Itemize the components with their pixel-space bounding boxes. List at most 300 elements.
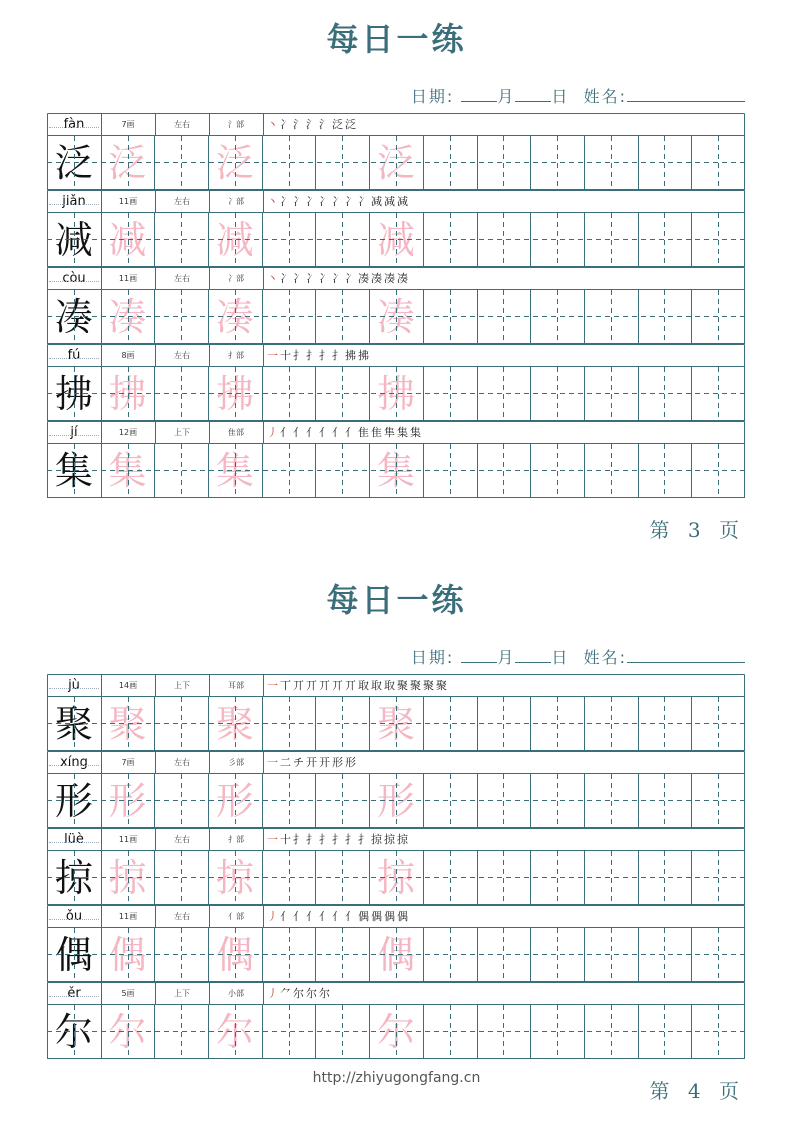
- stroke-order: [263, 982, 745, 1004]
- trace-character[interactable]: 尔: [108, 1009, 147, 1054]
- trace-character[interactable]: 减: [376, 217, 415, 262]
- practice-cell[interactable]: [691, 135, 745, 190]
- stroke-step: 冫: [345, 272, 358, 285]
- date-label: 日期:: [410, 87, 455, 106]
- practice-cell[interactable]: [638, 773, 692, 828]
- practice-cell[interactable]: [477, 289, 531, 344]
- practice-cell[interactable]: [315, 696, 369, 751]
- practice-cell[interactable]: [691, 443, 745, 498]
- practice-cell[interactable]: [477, 443, 531, 498]
- practice-cell[interactable]: [638, 696, 692, 751]
- practice-cell[interactable]: [691, 850, 745, 905]
- trace-character[interactable]: 形: [376, 778, 415, 823]
- stroke-step: 扌: [332, 833, 345, 846]
- practice-cell[interactable]: [154, 366, 208, 421]
- model-character: 聚: [54, 701, 93, 746]
- trace-character[interactable]: 掠: [376, 855, 415, 900]
- character-info: [47, 751, 745, 773]
- trace-character[interactable]: 凑: [108, 294, 147, 339]
- model-character: 尔: [54, 1009, 93, 1054]
- practice-cell[interactable]: [530, 135, 584, 190]
- practice-cell[interactable]: [584, 696, 638, 751]
- stroke-step: 减: [397, 195, 410, 208]
- name-blank[interactable]: [627, 87, 745, 102]
- practice-cell[interactable]: [638, 927, 692, 982]
- stroke-step: 丿: [267, 910, 280, 923]
- writing-grid: [47, 1004, 745, 1059]
- stroke-count: 11画: [118, 196, 138, 206]
- date-name-line: [411, 84, 745, 107]
- structure: 上下: [174, 988, 190, 998]
- practice-cell[interactable]: [584, 850, 638, 905]
- practice-cell[interactable]: [154, 289, 208, 344]
- practice-cell[interactable]: [691, 927, 745, 982]
- character-info: [47, 190, 745, 212]
- radical: 氵部: [228, 119, 244, 129]
- stroke-step: 聚: [436, 679, 449, 692]
- practice-cell[interactable]: [530, 289, 584, 344]
- stroke-step: 集: [397, 426, 410, 439]
- radical: 冫部: [228, 273, 244, 283]
- stroke-step: 氵: [319, 118, 332, 131]
- stroke-step: 亻: [280, 426, 293, 439]
- stroke-step: 掠: [371, 833, 384, 846]
- stroke-step: 凑: [384, 272, 397, 285]
- trace-character[interactable]: 泛: [376, 140, 415, 185]
- stroke-step: 偶: [371, 910, 384, 923]
- stroke-count: 8画: [121, 350, 135, 360]
- radical: 隹部: [228, 427, 244, 437]
- stroke-count: 11画: [118, 834, 138, 844]
- trace-character[interactable]: 集: [108, 448, 147, 493]
- practice-cell[interactable]: [423, 212, 477, 267]
- trace-character[interactable]: 减: [215, 217, 254, 262]
- stroke-step: 开: [306, 756, 319, 769]
- practice-cell[interactable]: [423, 135, 477, 190]
- stroke-step: 尔: [306, 987, 319, 1000]
- pinyin: ěr: [47, 982, 101, 1004]
- stroke-step: 泛: [332, 118, 345, 131]
- trace-character[interactable]: 凑: [376, 294, 415, 339]
- radical: 扌部: [228, 834, 244, 844]
- pinyin: xíng: [47, 751, 101, 773]
- stroke-step: 丶: [267, 118, 280, 131]
- practice-cell[interactable]: [691, 1004, 745, 1059]
- page-number: 第 4 页: [649, 1079, 745, 1103]
- stroke-step: 亻: [345, 910, 358, 923]
- stroke-order: [263, 905, 745, 927]
- practice-cell[interactable]: [584, 1004, 638, 1059]
- practice-cell[interactable]: [315, 1004, 369, 1059]
- stroke-step: 取: [371, 679, 384, 692]
- stroke-step: 扌: [293, 349, 306, 362]
- pinyin: còu: [47, 267, 101, 289]
- stroke-count: 7画: [121, 119, 135, 129]
- structure: 左右: [174, 757, 190, 767]
- writing-grid: [47, 289, 745, 344]
- stroke-order: [263, 751, 745, 773]
- day-blank[interactable]: [515, 648, 551, 663]
- pinyin: fú: [47, 344, 101, 366]
- writing-grid: [47, 443, 745, 498]
- stroke-step: 扌: [345, 833, 358, 846]
- stroke-step: 形: [332, 756, 345, 769]
- stroke-step: 氵: [306, 118, 319, 131]
- stroke-step: 亻: [345, 426, 358, 439]
- stroke-step: 冫: [280, 195, 293, 208]
- trace-character[interactable]: 尔: [376, 1009, 415, 1054]
- date-name-line: [411, 645, 745, 668]
- stroke-step: 隼: [384, 426, 397, 439]
- stroke-step: 亻: [319, 426, 332, 439]
- trace-character[interactable]: 掠: [108, 855, 147, 900]
- practice-cell[interactable]: [262, 289, 316, 344]
- trace-character[interactable]: 拂: [215, 371, 254, 416]
- stroke-step: 一: [267, 679, 280, 692]
- practice-sheet: [47, 674, 745, 1059]
- practice-cell[interactable]: [315, 289, 369, 344]
- month-label: 月: [497, 87, 516, 106]
- practice-cell[interactable]: [530, 1004, 584, 1059]
- practice-cell[interactable]: [262, 927, 316, 982]
- practice-cell[interactable]: [423, 443, 477, 498]
- character-info: [47, 828, 745, 850]
- practice-cell[interactable]: [315, 850, 369, 905]
- practice-cell[interactable]: [262, 212, 316, 267]
- model-character: 泛: [54, 140, 93, 185]
- practice-cell[interactable]: [530, 212, 584, 267]
- stroke-step: 凑: [358, 272, 371, 285]
- character-row: [47, 190, 745, 267]
- page-title: 每日一练: [326, 581, 467, 619]
- stroke-step: 丌: [332, 679, 345, 692]
- stroke-step: 偶: [397, 910, 410, 923]
- stroke-order: [263, 113, 745, 135]
- stroke-step: 凑: [397, 272, 410, 285]
- stroke-step: 丶: [267, 195, 280, 208]
- stroke-step: 冫: [332, 195, 345, 208]
- practice-cell[interactable]: [154, 773, 208, 828]
- character-info: [47, 113, 745, 135]
- practice-cell[interactable]: [262, 366, 316, 421]
- trace-character[interactable]: 泛: [215, 140, 254, 185]
- stroke-step: 一: [267, 756, 280, 769]
- trace-character[interactable]: 聚: [376, 701, 415, 746]
- practice-cell[interactable]: [530, 773, 584, 828]
- character-info: [47, 421, 745, 443]
- character-info: [47, 905, 745, 927]
- stroke-step: 亻: [293, 910, 306, 923]
- structure: 左右: [174, 350, 190, 360]
- stroke-step: 取: [358, 679, 371, 692]
- trace-character[interactable]: 偶: [376, 932, 415, 977]
- stroke-step: 开: [319, 756, 332, 769]
- stroke-step: 冫: [293, 272, 306, 285]
- practice-cell[interactable]: [638, 850, 692, 905]
- radical: 扌部: [228, 350, 244, 360]
- practice-cell[interactable]: [530, 366, 584, 421]
- month-blank[interactable]: [461, 648, 497, 663]
- practice-cell[interactable]: [584, 443, 638, 498]
- practice-cell[interactable]: [584, 289, 638, 344]
- practice-cell[interactable]: [584, 212, 638, 267]
- day-blank[interactable]: [515, 87, 551, 102]
- practice-cell[interactable]: [262, 773, 316, 828]
- trace-character[interactable]: 减: [108, 217, 147, 262]
- practice-cell[interactable]: [477, 850, 531, 905]
- practice-cell[interactable]: [315, 366, 369, 421]
- stroke-step: 氵: [293, 118, 306, 131]
- practice-cell[interactable]: [154, 696, 208, 751]
- pinyin: fàn: [47, 113, 101, 135]
- structure: 左右: [174, 273, 190, 283]
- practice-cell[interactable]: [423, 927, 477, 982]
- practice-cell[interactable]: [154, 443, 208, 498]
- stroke-step: 扌: [306, 349, 319, 362]
- character-row: [47, 344, 745, 421]
- writing-grid: [47, 850, 745, 905]
- stroke-step: 聚: [397, 679, 410, 692]
- stroke-step: 冫: [345, 195, 358, 208]
- practice-cell[interactable]: [154, 850, 208, 905]
- pinyin: jí: [47, 421, 101, 443]
- stroke-step: 掠: [384, 833, 397, 846]
- practice-cell[interactable]: [638, 135, 692, 190]
- stroke-step: 十: [280, 349, 293, 362]
- stroke-step: 扌: [293, 833, 306, 846]
- practice-cell[interactable]: [315, 443, 369, 498]
- model-character: 掠: [54, 855, 93, 900]
- trace-character[interactable]: 聚: [108, 701, 147, 746]
- footer-url[interactable]: http://zhiyugongfang.cn: [312, 1070, 481, 1086]
- stroke-step: 尔: [319, 987, 332, 1000]
- stroke-step: 拂: [345, 349, 358, 362]
- stroke-step: 冫: [332, 272, 345, 285]
- practice-cell[interactable]: [584, 773, 638, 828]
- stroke-step: 丿: [267, 987, 280, 1000]
- structure: 左右: [174, 119, 190, 129]
- character-info: [47, 267, 745, 289]
- structure: 左右: [174, 196, 190, 206]
- writing-grid: [47, 696, 745, 751]
- character-row: [47, 113, 745, 190]
- radical: 小部: [228, 988, 244, 998]
- practice-cell[interactable]: [530, 696, 584, 751]
- practice-cell[interactable]: [423, 696, 477, 751]
- practice-cell[interactable]: [262, 443, 316, 498]
- practice-cell[interactable]: [584, 927, 638, 982]
- structure: 左右: [174, 834, 190, 844]
- stroke-count: 5画: [121, 988, 135, 998]
- month-blank[interactable]: [461, 87, 497, 102]
- practice-sheet: [47, 113, 745, 498]
- practice-cell[interactable]: [584, 135, 638, 190]
- stroke-order: [263, 421, 745, 443]
- practice-cell[interactable]: [530, 927, 584, 982]
- stroke-order: [263, 674, 745, 696]
- practice-cell[interactable]: [315, 927, 369, 982]
- practice-cell[interactable]: [154, 927, 208, 982]
- stroke-order: [263, 267, 745, 289]
- practice-cell[interactable]: [423, 366, 477, 421]
- practice-cell[interactable]: [262, 696, 316, 751]
- practice-cell[interactable]: [477, 696, 531, 751]
- model-character: 集: [54, 448, 93, 493]
- writing-grid: [47, 212, 745, 267]
- practice-cell[interactable]: [262, 850, 316, 905]
- stroke-step: 隹: [358, 426, 371, 439]
- practice-cell[interactable]: [262, 1004, 316, 1059]
- practice-cell[interactable]: [154, 1004, 208, 1059]
- day-label: 日: [551, 648, 570, 667]
- practice-cell[interactable]: [154, 212, 208, 267]
- trace-character[interactable]: 凑: [215, 294, 254, 339]
- structure: 上下: [174, 680, 190, 690]
- practice-cell[interactable]: [423, 773, 477, 828]
- stroke-step: 形: [345, 756, 358, 769]
- trace-character[interactable]: 偶: [215, 932, 254, 977]
- day-label: 日: [551, 87, 570, 106]
- character-info: [47, 344, 745, 366]
- practice-cell[interactable]: [477, 366, 531, 421]
- stroke-step: 隹: [371, 426, 384, 439]
- stroke-step: 聚: [410, 679, 423, 692]
- practice-cell[interactable]: [584, 366, 638, 421]
- character-row: [47, 905, 745, 982]
- practice-cell[interactable]: [638, 1004, 692, 1059]
- stroke-step: 冫: [358, 195, 371, 208]
- stroke-step: 凑: [371, 272, 384, 285]
- practice-cell[interactable]: [154, 135, 208, 190]
- character-info: [47, 674, 745, 696]
- practice-cell[interactable]: [638, 366, 692, 421]
- stroke-step: 丌: [306, 679, 319, 692]
- stroke-step: 取: [384, 679, 397, 692]
- stroke-step: 冫: [293, 195, 306, 208]
- stroke-step: 亻: [332, 426, 345, 439]
- stroke-step: 丅: [280, 679, 293, 692]
- character-info: [47, 982, 745, 1004]
- stroke-order: [263, 344, 745, 366]
- practice-cell[interactable]: [638, 289, 692, 344]
- practice-cell[interactable]: [262, 135, 316, 190]
- trace-character[interactable]: 偶: [108, 932, 147, 977]
- practice-cell[interactable]: [530, 443, 584, 498]
- date-label: 日期:: [410, 648, 455, 667]
- stroke-step: 扌: [319, 349, 332, 362]
- page-number: 第 3 页: [649, 518, 745, 542]
- stroke-count: 7画: [121, 757, 135, 767]
- stroke-step: 冫: [319, 195, 332, 208]
- stroke-step: 冫: [280, 118, 293, 131]
- pinyin: jiǎn: [47, 190, 101, 212]
- stroke-step: 丌: [293, 679, 306, 692]
- practice-cell[interactable]: [315, 135, 369, 190]
- name-blank[interactable]: [627, 648, 745, 663]
- practice-cell[interactable]: [423, 1004, 477, 1059]
- model-character: 凑: [54, 294, 93, 339]
- trace-character[interactable]: 掠: [215, 855, 254, 900]
- practice-cell[interactable]: [691, 773, 745, 828]
- practice-cell[interactable]: [423, 289, 477, 344]
- structure: 上下: [174, 427, 190, 437]
- practice-cell[interactable]: [477, 1004, 531, 1059]
- character-row: [47, 828, 745, 905]
- stroke-step: 偶: [358, 910, 371, 923]
- stroke-count: 12画: [118, 427, 138, 437]
- pinyin: jù: [47, 674, 101, 696]
- month-label: 月: [497, 648, 516, 667]
- practice-cell[interactable]: [477, 135, 531, 190]
- stroke-step: 泛: [345, 118, 358, 131]
- practice-cell[interactable]: [638, 443, 692, 498]
- stroke-step: 丌: [319, 679, 332, 692]
- writing-grid: [47, 366, 745, 421]
- practice-cell[interactable]: [530, 850, 584, 905]
- stroke-step: 减: [371, 195, 384, 208]
- trace-character[interactable]: 聚: [215, 701, 254, 746]
- stroke-step: 聚: [423, 679, 436, 692]
- stroke-step: 集: [410, 426, 423, 439]
- stroke-step: 丿: [267, 426, 280, 439]
- stroke-step: 二: [280, 756, 293, 769]
- practice-cell[interactable]: [423, 850, 477, 905]
- stroke-step: ⺈: [280, 987, 293, 1000]
- practice-cell[interactable]: [638, 212, 692, 267]
- character-row: [47, 674, 745, 751]
- trace-character[interactable]: 拂: [376, 371, 415, 416]
- practice-cell[interactable]: [691, 212, 745, 267]
- stroke-step: 丌: [345, 679, 358, 692]
- pinyin: ǒu: [47, 905, 101, 927]
- practice-cell[interactable]: [477, 773, 531, 828]
- stroke-step: 一: [267, 833, 280, 846]
- stroke-count: 11画: [118, 273, 138, 283]
- stroke-step: 冫: [306, 195, 319, 208]
- trace-character[interactable]: 拂: [108, 371, 147, 416]
- page-title: 每日一练: [326, 20, 467, 58]
- trace-character[interactable]: 尔: [215, 1009, 254, 1054]
- stroke-step: 扌: [306, 833, 319, 846]
- stroke-step: 冫: [306, 272, 319, 285]
- practice-cell[interactable]: [477, 212, 531, 267]
- character-row: [47, 751, 745, 828]
- stroke-step: 亻: [306, 910, 319, 923]
- stroke-step: 亻: [306, 426, 319, 439]
- model-character: 形: [54, 778, 93, 823]
- practice-cell[interactable]: [691, 289, 745, 344]
- trace-character[interactable]: 泛: [108, 140, 147, 185]
- practice-cell[interactable]: [477, 927, 531, 982]
- stroke-step: 扌: [332, 349, 345, 362]
- stroke-step: 扌: [319, 833, 332, 846]
- trace-character[interactable]: 形: [215, 778, 254, 823]
- writing-grid: [47, 927, 745, 982]
- practice-cell[interactable]: [691, 366, 745, 421]
- trace-character[interactable]: 集: [376, 448, 415, 493]
- trace-character[interactable]: 集: [215, 448, 254, 493]
- stroke-step: 冫: [280, 272, 293, 285]
- stroke-order: [263, 828, 745, 850]
- stroke-count: 11画: [118, 911, 138, 921]
- trace-character[interactable]: 形: [108, 778, 147, 823]
- stroke-step: 亻: [293, 426, 306, 439]
- stroke-step: 偶: [384, 910, 397, 923]
- stroke-step: チ: [293, 756, 306, 769]
- practice-cell[interactable]: [691, 696, 745, 751]
- practice-cell[interactable]: [315, 212, 369, 267]
- practice-cell[interactable]: [315, 773, 369, 828]
